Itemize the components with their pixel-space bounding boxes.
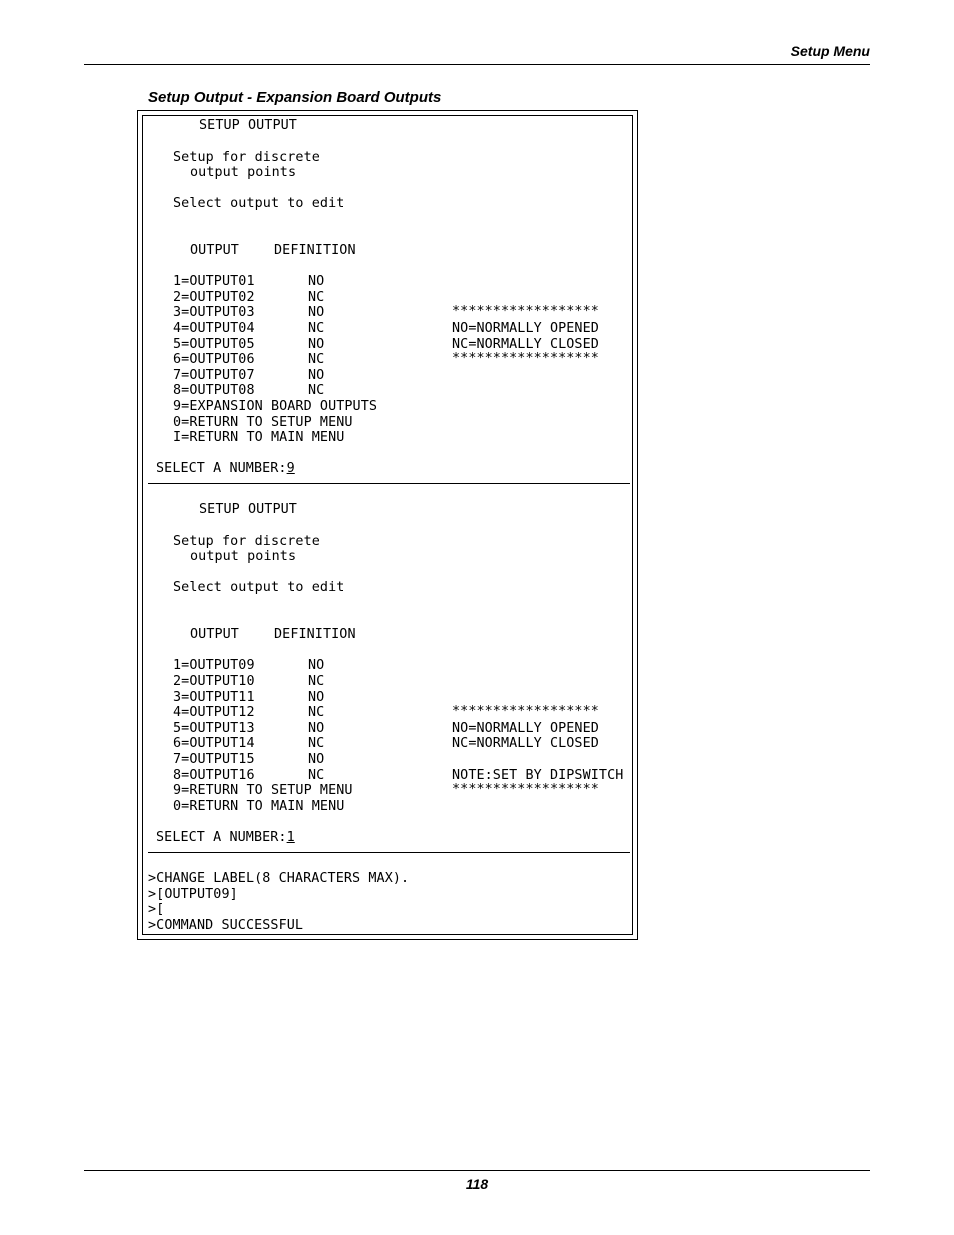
screen-divider: [148, 483, 630, 484]
command-line: >CHANGE LABEL(8 CHARACTERS MAX).: [148, 871, 410, 886]
screen2-menu-item: 9=RETURN TO SETUP MENU: [173, 783, 353, 798]
screen1-col-definition: DEFINITION: [274, 243, 356, 258]
screen2-row-def: NO: [308, 721, 325, 736]
screen2-row-def: NC: [308, 768, 325, 783]
command-line: >[: [148, 902, 165, 917]
screen2-menu-item: 0=RETURN TO MAIN MENU: [173, 799, 345, 814]
screen2-legend-line: ******************: [452, 704, 599, 719]
screen2-select-label: SELECT A NUMBER:: [156, 830, 287, 845]
screen-divider: [148, 852, 630, 853]
screen2-row-label: 1=OUTPUT09: [173, 658, 255, 673]
screen2-row-label: 3=OUTPUT11: [173, 690, 255, 705]
header-title: Setup Menu: [790, 43, 870, 59]
screen1-col-output: OUTPUT: [190, 243, 239, 258]
screen2-row-label: 4=OUTPUT12: [173, 705, 255, 720]
screen1-row-label: 4=OUTPUT04: [173, 321, 255, 336]
screen2-legend-line: ******************: [452, 782, 599, 797]
screen2-desc-line2: output points: [190, 549, 297, 564]
page-number: 118: [465, 1176, 489, 1192]
screen2-row-label: 6=OUTPUT14: [173, 736, 255, 751]
terminal-frame: [137, 110, 638, 940]
screen1-legend-line: ******************: [452, 304, 599, 319]
screen2-row-label: 7=OUTPUT15: [173, 752, 255, 767]
screen2-row-label: 5=OUTPUT13: [173, 721, 255, 736]
screen2-select-prompt: [156, 830, 295, 845]
screen1-menu-item: 9=EXPANSION BOARD OUTPUTS: [173, 399, 378, 414]
command-line: >COMMAND SUCCESSFUL: [148, 918, 304, 933]
screen1-menu-item: 0=RETURN TO SETUP MENU: [173, 415, 353, 430]
screen2-legend-line: NO=NORMALLY OPENED: [452, 721, 599, 736]
screen2-row-label: 2=OUTPUT10: [173, 674, 255, 689]
screen1-prompt: Select output to edit: [173, 196, 345, 211]
screen1-row-label: 5=OUTPUT05: [173, 337, 255, 352]
screen1-legend-line: NC=NORMALLY CLOSED: [452, 337, 599, 352]
screen1-title: SETUP OUTPUT: [199, 118, 297, 133]
screen1-select-value: 9: [286, 461, 295, 476]
screen1-row-def: NC: [308, 352, 325, 367]
screen2-row-def: NC: [308, 736, 325, 751]
screen1-legend-line: ******************: [452, 351, 599, 366]
screen1-row-def: NO: [308, 337, 325, 352]
header-rule: [84, 64, 870, 65]
screen1-row-label: 3=OUTPUT03: [173, 305, 255, 320]
screen2-legend-line: NOTE:SET BY DIPSWITCH: [452, 768, 624, 783]
section-title: Setup Output - Expansion Board Outputs: [148, 89, 442, 106]
screen1-row-def: NC: [308, 290, 325, 305]
screen2-row-def: NO: [308, 752, 325, 767]
screen2-row-label: 8=OUTPUT16: [173, 768, 255, 783]
screen2-row-def: NO: [308, 658, 325, 673]
screen1-desc-line2: output points: [190, 165, 297, 180]
screen1-row-label: 7=OUTPUT07: [173, 368, 255, 383]
screen1-row-label: 2=OUTPUT02: [173, 290, 255, 305]
screen2-col-output: OUTPUT: [190, 627, 239, 642]
screen2-col-definition: DEFINITION: [274, 627, 356, 642]
screen1-select-prompt: [156, 461, 295, 476]
screen1-row-label: 6=OUTPUT06: [173, 352, 255, 367]
screen2-row-def: NC: [308, 705, 325, 720]
screen2-desc-line1: Setup for discrete: [173, 534, 320, 549]
command-line: >[OUTPUT09]: [148, 887, 238, 902]
screen1-row-def: NC: [308, 321, 325, 336]
screen1-row-label: 1=OUTPUT01: [173, 274, 255, 289]
screen2-row-def: NC: [308, 674, 325, 689]
screen1-row-def: NO: [308, 305, 325, 320]
screen2-select-value: 1: [286, 830, 295, 845]
screen1-menu-item: I=RETURN TO MAIN MENU: [173, 430, 345, 445]
screen1-row-def: NC: [308, 383, 325, 398]
screen1-row-def: NO: [308, 274, 325, 289]
screen2-prompt: Select output to edit: [173, 580, 345, 595]
screen2-legend-line: NC=NORMALLY CLOSED: [452, 736, 599, 751]
screen2-row-def: NO: [308, 690, 325, 705]
screen1-desc-line1: Setup for discrete: [173, 150, 320, 165]
screen1-select-label: SELECT A NUMBER:: [156, 461, 287, 476]
screen1-row-label: 8=OUTPUT08: [173, 383, 255, 398]
screen2-title: SETUP OUTPUT: [199, 502, 297, 517]
footer-rule: [84, 1170, 870, 1171]
screen1-row-def: NO: [308, 368, 325, 383]
screen1-legend-line: NO=NORMALLY OPENED: [452, 321, 599, 336]
